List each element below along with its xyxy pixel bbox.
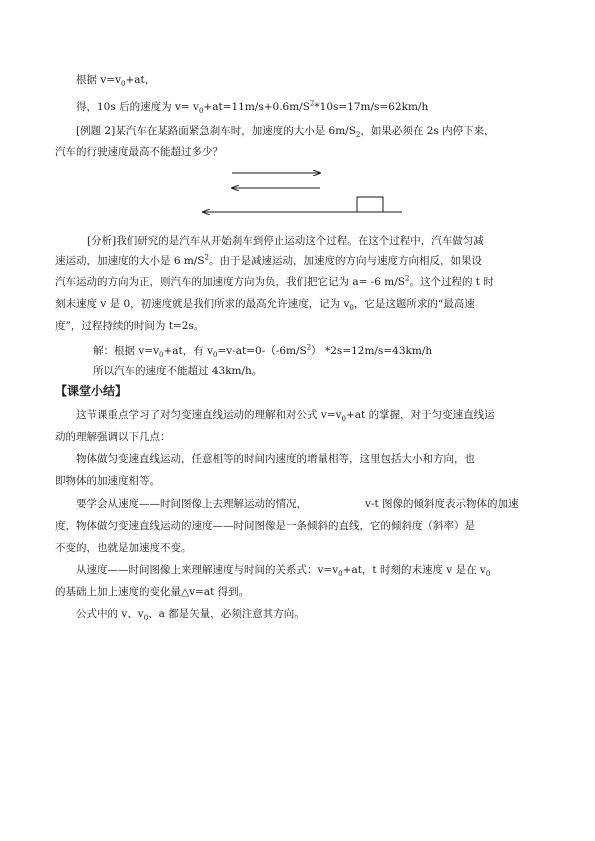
summary-point-2-line-3: 不变的，也就是加速度不变。	[55, 542, 192, 554]
summary-point-4-line-1: 公式中的 v、$v_0$、a 都是矢量，必须注意其方向。	[76, 608, 305, 623]
summary-heading: 【课堂小结】	[55, 384, 128, 398]
formula-line: 根据 $v=v_0+at$，	[76, 74, 156, 89]
summary-point-3-line-1: 从速度——时间图像上来理解速度与时间的关系式：$v=v_0+at$，t 时刻的末速度 v 是在 $v_0$	[76, 564, 491, 579]
result-line: 得，10s 后的速度为 $v= v_0+at=11m/s+0.6m/S^2*10s=17m/s=62km/h$	[76, 99, 429, 116]
analysis-line-4: 刻末速度 v 是 0，初速度就是我们所求的最高允许速度，记为 $v_0$，它是这题所求的“最高速	[55, 298, 475, 313]
summary-point-1-line-2: 即物体的加速度相等。	[55, 475, 160, 487]
summary-line-1: 这节课重点学习了对匀变速直线运动的理解和对公式 $v=v_0+at$ 的掌握，对于匀变速直线运	[76, 409, 495, 424]
solution-line-1: 解：根据 $v=v_0+at$，有 $v_0=v-at=0-(-6m/S^2)$ *2s=12m/s=43km/h	[93, 343, 433, 360]
summary-point-2-line-1b: v-t 图像的倾斜度表示物体的加速	[365, 498, 519, 510]
summary-line-2: 动的理解强调以下几点：	[55, 431, 171, 443]
car-box	[357, 197, 383, 212]
analysis-line-1: [分析]我们研究的是汽车从开始刹车到停止运动这个过程。在这个过程中，汽车做匀减	[87, 235, 484, 247]
analysis-line-5: 度”，过程持续的时间为 t=2s。	[55, 320, 205, 332]
example-2-line-1: [例题 2]某汽车在某路面紧急刹车时，加速度的大小是 $6m/S_2$，如果必须在 2s 内停下来，	[76, 125, 495, 140]
solution-line-2: 所以汽车的速度不能超过 43km/h。	[93, 365, 263, 377]
analysis-line-2: 速运动，加速度的大小是 6 $m/S^2$。由于是减速运动，加速度的方向与速度方向相反，如果设	[55, 253, 483, 267]
summary-point-2-line-1a: 要学会从速度——时间图像上去理解运动的情况，	[76, 498, 307, 510]
summary-point-2-line-2: 度，物体做匀变速直线运动的速度——时间图像是一条倾斜的直线，它的倾斜度（斜率）是	[55, 520, 475, 532]
summary-point-3-line-2: 的基础上加上速度的变化量△v=at 得到。	[55, 586, 250, 598]
example-2-line-2: 汽车的行驶速度最高不能超过多少？	[55, 146, 223, 158]
summary-point-1-line-1: 物体做匀变速直线运动，任意相等的时间内速度的增量相等，这里包括大小和方向，也	[76, 453, 475, 465]
analysis-line-3: 汽车运动的方向为正，则汽车的加速度方向为负，我们把它记为 a= -6 $m/S^2$。这个过程的 t 时	[55, 274, 494, 288]
